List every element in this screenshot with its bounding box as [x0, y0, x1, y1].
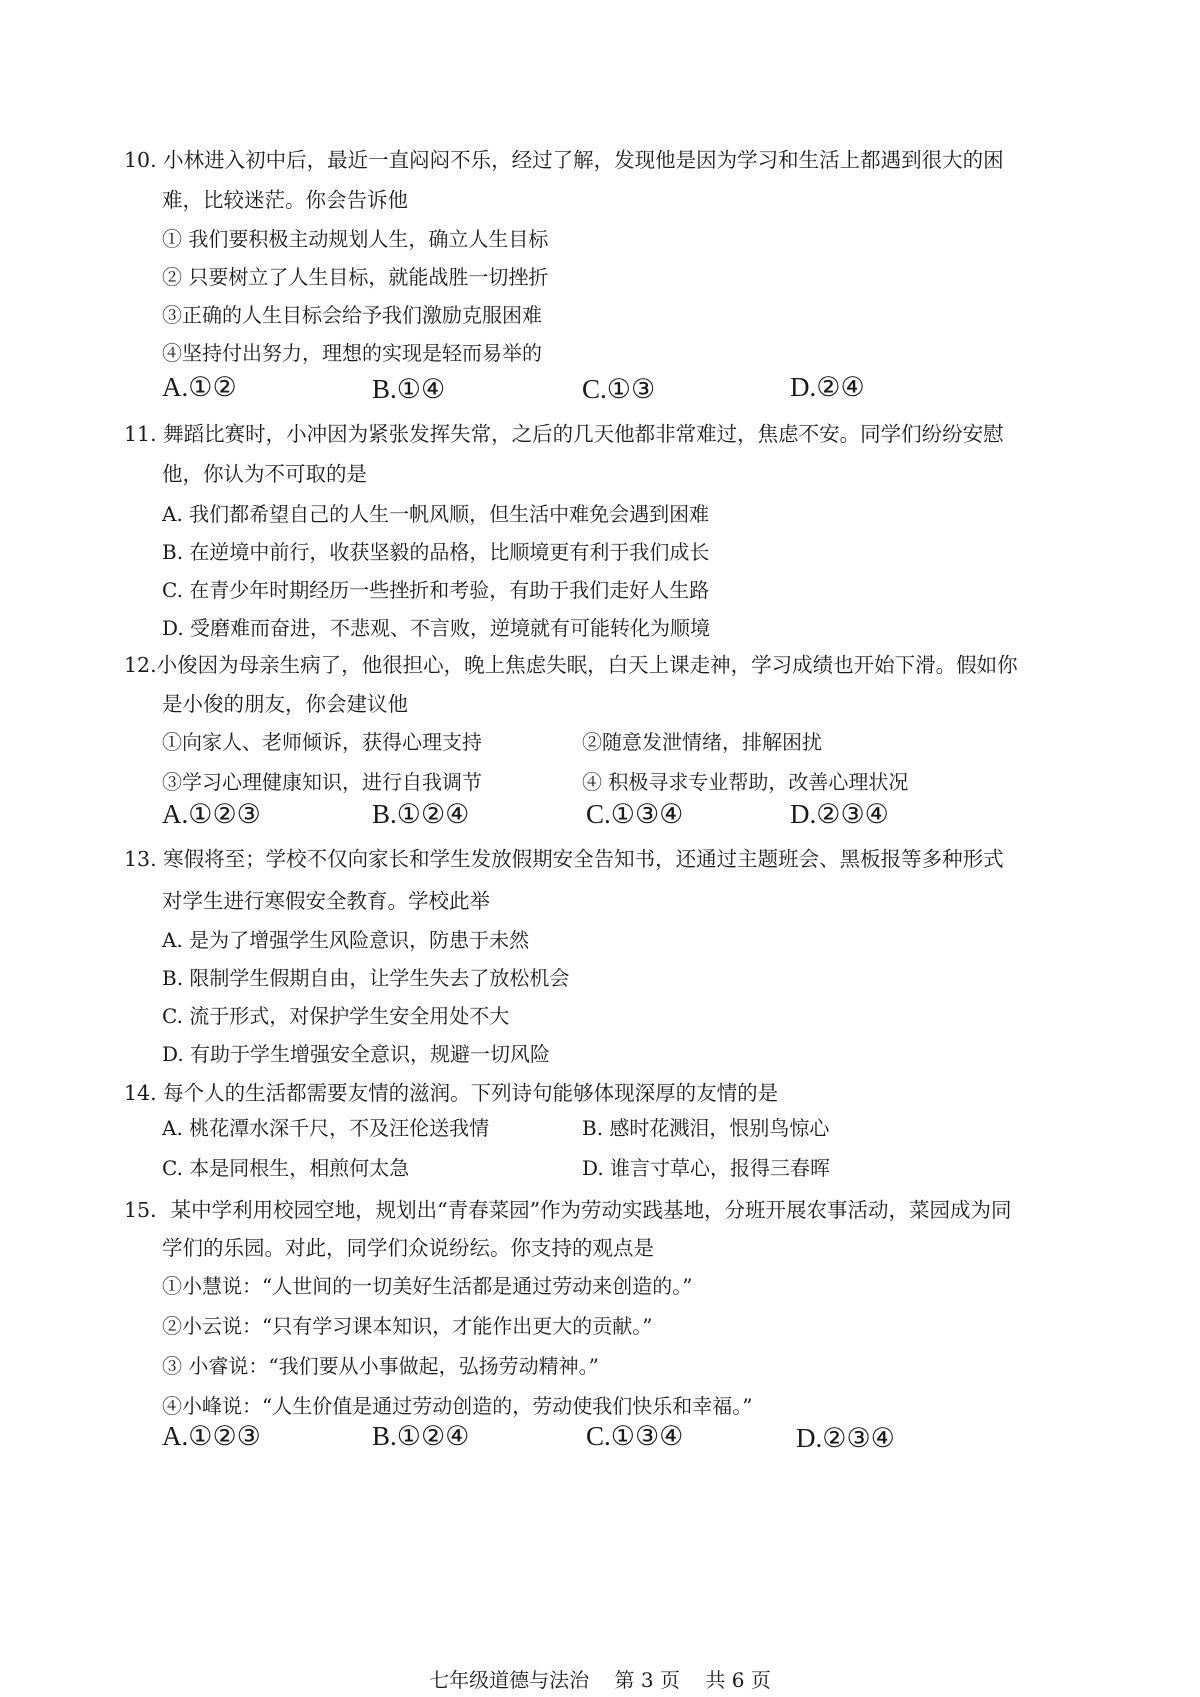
question-stem: 对学生进行寒假安全教育。学校此举 [162, 889, 490, 913]
answer-choice-d: D.②③④ [790, 799, 889, 829]
question-stem: 他，你认为不可取的是 [162, 462, 367, 486]
statement: ②随意发泄情绪，排解困扰 [582, 730, 822, 754]
answer-choice-a: A.①②③ [162, 799, 261, 829]
statement: ③ 小睿说：“我们要从小事做起，弘扬劳动精神。” [162, 1354, 599, 1378]
option-a: A. 桃花潭水深千尺，不及汪伦送我情 [162, 1116, 490, 1140]
option-b: B. 在逆境中前行，收获坚毅的品格，比顺境更有利于我们成长 [162, 540, 710, 564]
answer-choice-d: D.②③④ [796, 1423, 895, 1453]
statement: ②小云说：“只有学习课本知识，才能作出更大的贡献。” [162, 1314, 653, 1338]
question-stem: 15．某中学利用校园空地，规划出“青春菜园”作为劳动实践基地，分班开展农事活动，菜园成为同 [124, 1198, 1012, 1222]
statement: ①小慧说：“人世间的一切美好生活都是通过劳动来创造的。” [162, 1274, 693, 1298]
answer-choice-c: C.①③④ [586, 1421, 684, 1451]
question-stem: 难，比较迷茫。你会告诉他 [162, 188, 408, 212]
option-c: C. 在青少年时期经历一些挫折和考验，有助于我们走好人生路 [162, 578, 710, 602]
page-footer: 七年级道德与法治 第 3 页 共 6 页 [429, 1668, 771, 1692]
statement: ④小峰说：“人生价值是通过劳动创造的，劳动使我们快乐和幸福。” [162, 1394, 753, 1418]
answer-choice-a: A.①② [162, 372, 237, 402]
option-b: B. 限制学生假期自由，让学生失去了放松机会 [162, 966, 570, 990]
answer-choice-b: B.①②④ [372, 799, 470, 829]
question-stem: 是小俊的朋友，你会建议他 [162, 692, 408, 716]
answer-choice-c: C.①③④ [586, 799, 684, 829]
answer-choice-b: B.①④ [372, 374, 446, 404]
option-a: A. 是为了增强学生风险意识，防患于未然 [162, 928, 530, 952]
question-stem: 11. 舞蹈比赛时，小冲因为紧张发挥失常，之后的几天他都非常难过，焦虑不安。同学们纷纷安慰 [124, 422, 1004, 446]
statement: ①向家人、老师倾诉，获得心理支持 [162, 730, 482, 754]
question-stem: 10. 小林进入初中后，最近一直闷闷不乐，经过了解，发现他是因为学习和生活上都遇到很大的困 [124, 148, 1004, 172]
question-stem: 14. 每个人的生活都需要友情的滋润。下列诗句能够体现深厚的友情的是 [124, 1081, 779, 1105]
option-c: C. 流于形式，对保护学生安全用处不大 [162, 1004, 510, 1028]
statement: ① 我们要积极主动规划人生，确立人生目标 [162, 227, 549, 251]
option-d: D. 受磨难而奋进，不悲观、不言败，逆境就有可能转化为顺境 [162, 616, 711, 640]
answer-choice-d: D.②④ [790, 372, 865, 402]
option-b: B. 感时花溅泪，恨别鸟惊心 [582, 1116, 830, 1140]
question-stem: 学们的乐园。对此，同学们众说纷纭。你支持的观点是 [162, 1236, 654, 1260]
question-stem: 13. 寒假将至；学校不仅向家长和学生发放假期安全告知书，还通过主题班会、黑板报等多种形式 [124, 847, 1004, 871]
option-c: C. 本是同根生，相煎何太急 [162, 1156, 410, 1180]
option-a: A. 我们都希望自己的人生一帆风顺，但生活中难免会遇到困难 [162, 502, 710, 526]
statement: ② 只要树立了人生目标，就能战胜一切挫折 [162, 265, 549, 289]
statement: ④ 积极寻求专业帮助，改善心理状况 [582, 770, 909, 794]
option-d: D. 有助于学生增强安全意识，规避一切风险 [162, 1042, 551, 1066]
option-d: D. 谁言寸草心，报得三春晖 [582, 1156, 831, 1180]
statement: ③学习心理健康知识，进行自我调节 [162, 770, 482, 794]
answer-choice-b: B.①②④ [372, 1421, 470, 1451]
answer-choice-a: A.①②③ [162, 1421, 261, 1451]
statement: ④坚持付出努力，理想的实现是轻而易举的 [162, 341, 542, 365]
answer-choice-c: C.①③ [582, 374, 656, 404]
question-stem: 12.小俊因为母亲生病了，他很担心，晚上焦虑失眠，白天上课走神，学习成绩也开始下滑。假如你 [124, 653, 1018, 677]
statement: ③正确的人生目标会给予我们激励克服困难 [162, 303, 542, 327]
